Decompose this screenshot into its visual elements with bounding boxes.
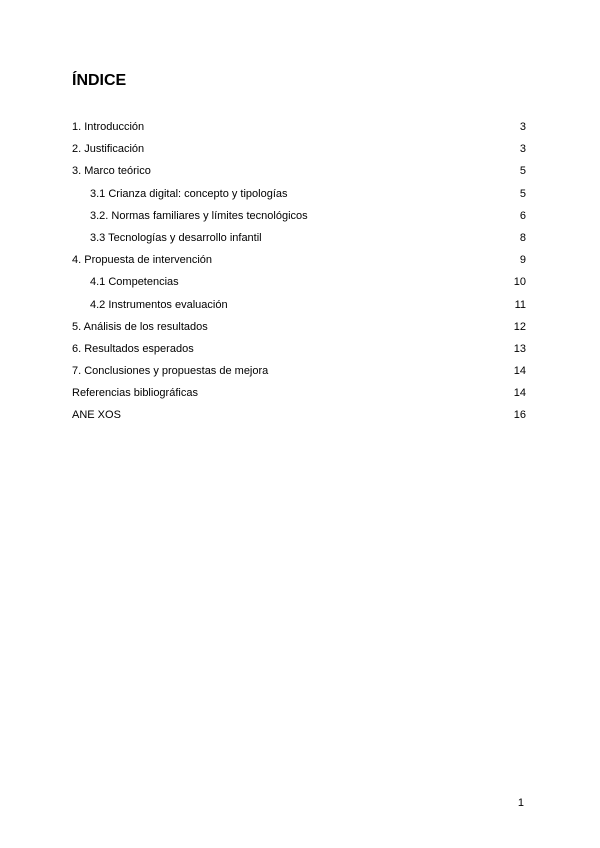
toc-entry-label: 1. Introducción	[72, 121, 145, 133]
toc-entry-label: 7. Conclusiones y propuestas de mejora	[72, 365, 269, 378]
toc-entry-label: 3. Marco teórico	[72, 165, 151, 178]
toc-entry-page: 8	[519, 231, 526, 244]
toc-entry-resultados-esperados	[72, 340, 528, 362]
toc-entry-label: 3.1 Crianza digital: concepto y tipologías	[90, 187, 288, 200]
toc-entry-page: 16	[513, 409, 526, 422]
toc-entry-page: 3	[519, 121, 526, 133]
toc-entry-page: 13	[513, 342, 526, 355]
toc-entry-page: 10	[513, 276, 526, 289]
toc-entry-instrumentos-evaluacion	[72, 296, 528, 318]
toc-entry-page: 12	[513, 320, 526, 333]
toc-entry-introduccion	[72, 118, 528, 140]
toc-entry-tecnologias-desarrollo	[72, 229, 528, 251]
table-of-contents	[72, 118, 528, 429]
toc-entry-page: 9	[519, 254, 526, 267]
page-title: ÍNDICE	[72, 72, 127, 89]
toc-entry-marco-teorico	[72, 162, 528, 184]
toc-entry-page: 14	[513, 365, 526, 378]
toc-entry-label: Referencias bibliográficas	[72, 387, 198, 400]
toc-entry-label: 6. Resultados esperados	[72, 342, 194, 355]
toc-entry-referencias	[72, 384, 528, 406]
toc-entry-label: 5. Análisis de los resultados	[72, 320, 208, 333]
toc-entry-label: 4.2 Instrumentos evaluación	[90, 298, 228, 311]
toc-entry-normas-familiares	[72, 207, 528, 229]
toc-entry-label: 4. Propuesta de intervención	[72, 254, 213, 267]
toc-entry-conclusiones	[72, 362, 528, 384]
toc-entry-crianza-digital	[72, 185, 528, 207]
toc-entry-label: 3.2. Normas familiares y límites tecnológicos	[90, 209, 308, 222]
toc-entry-anexos	[72, 406, 528, 428]
toc-entry-analisis-resultados	[72, 318, 528, 340]
toc-entry-page: 11	[514, 298, 526, 311]
toc-entry-competencias	[72, 273, 528, 295]
toc-entry-label: ANE XOS	[72, 409, 121, 422]
toc-entry-propuesta-intervencion	[72, 251, 528, 273]
toc-entry-label: 4.1 Competencias	[90, 276, 179, 289]
toc-entry-label: 3.3 Tecnologías y desarrollo infantil	[90, 231, 262, 244]
toc-entry-page: 5	[519, 165, 526, 178]
toc-entry-page: 3	[519, 143, 526, 156]
page-number: 1	[517, 797, 524, 809]
toc-entry-label: 2. Justificación	[72, 143, 145, 156]
toc-entry-justificacion	[72, 140, 528, 162]
toc-entry-page: 5	[519, 187, 526, 200]
toc-entry-page: 14	[513, 387, 526, 400]
toc-entry-page: 6	[519, 209, 526, 222]
